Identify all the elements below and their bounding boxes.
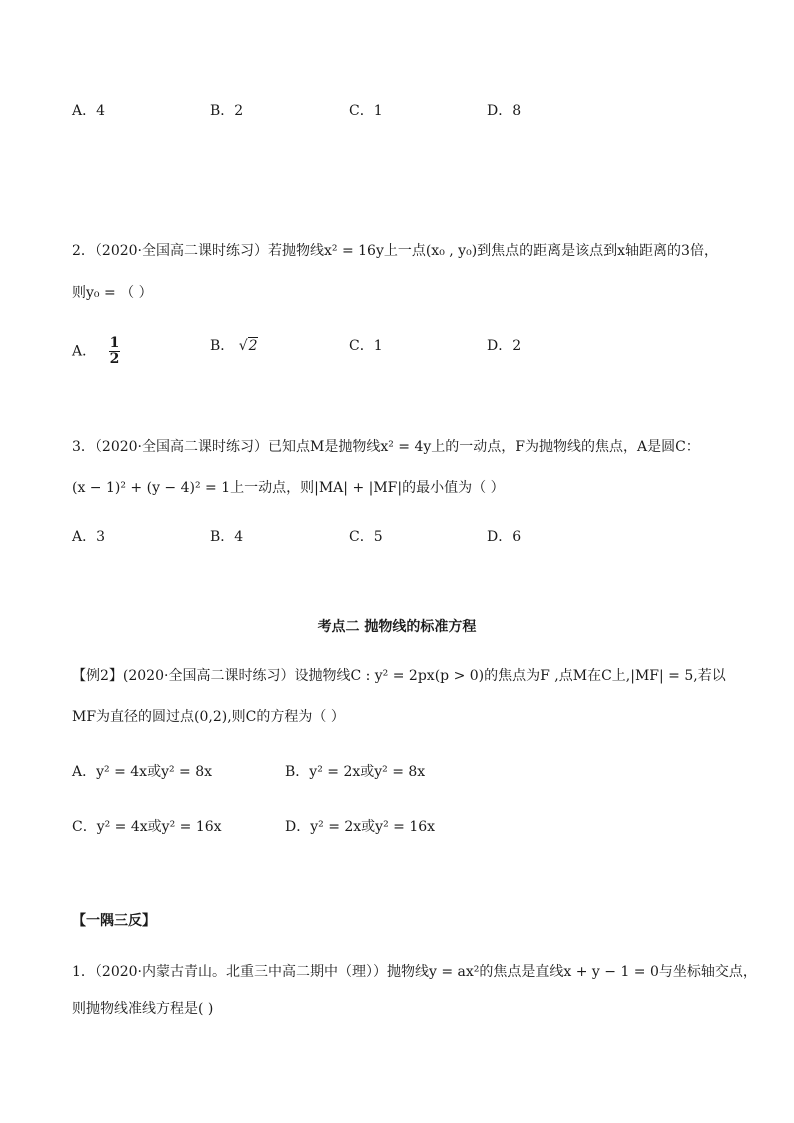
section-title: 考点二 抛物线的标准方程 [317,619,477,635]
practice-title: 【一隅三反】 [72,913,156,929]
sqrt-radicand: 2 [248,338,258,354]
q2-option-a-fraction [109,336,121,367]
example2-option-c: C．y² = 4x或y² = 16x [72,819,222,835]
q3-option-b: B．4 [210,529,244,545]
q3-stem-line2: (x − 1)² + (y − 4)² = 1上一动点，则|MA| + |MF|的最小值为（ ） [72,480,505,496]
q2-option-b-label: B． [210,338,235,354]
example2-option-b: B．y² = 2x或y² = 8x [285,764,426,780]
q0-option-b: B．2 [210,103,244,119]
practice-q1-line2: 则抛物线准线方程是( ) [72,1001,214,1017]
example2-stem-line1: 【例2】(2020·全国高二课时练习）设抛物线C : y² = 2px(p > 0)的焦点为F ,点M在C上,|MF| = 5,若以 [72,668,726,684]
q0-option-d: D．8 [487,103,522,119]
q2-option-a-label: A． [72,343,97,360]
q3-option-d: D．6 [487,529,522,545]
q2-option-a [72,336,120,367]
q0-option-c: C．1 [349,103,383,119]
example2-option-a: A．y² = 4x或y² = 8x [72,764,213,780]
q2-option-b [210,336,258,356]
q3-option-c: C．5 [349,529,383,545]
example2-stem-line2: MF为直径的圆过点(0,2),则C的方程为（ ） [72,709,345,725]
fraction-numerator: 1 [109,335,120,351]
practice-q1-line1: 1．（2020·内蒙古青山。北重三中高二期中（理））抛物线y = ax²的焦点是直线x + y − 1 = 0与坐标轴交点， [72,964,757,980]
sqrt-expression [239,336,258,356]
sqrt-icon: √ [238,338,248,354]
q3-option-a: A．3 [72,529,106,545]
example2-option-d: D．y² = 2x或y² = 16x [285,819,436,835]
q0-option-a: A．4 [72,103,106,119]
q3-stem-line1: 3．（2020·全国高二课时练习）已知点M是抛物线x² = 4y上的一动点，F为抛物线的焦点，A是圆C： [72,439,700,455]
q2-option-c: C．1 [349,338,383,354]
q2-stem-line2: 则y₀ = （ ） [72,285,153,301]
q2-stem-line1: 2．（2020·全国高二课时练习）若抛物线x² = 16y上一点(x₀ , y₀)到焦点的距离是该点到x轴距离的3倍， [72,243,718,259]
q2-option-d: D．2 [487,338,522,354]
fraction-denominator: 2 [109,351,120,367]
